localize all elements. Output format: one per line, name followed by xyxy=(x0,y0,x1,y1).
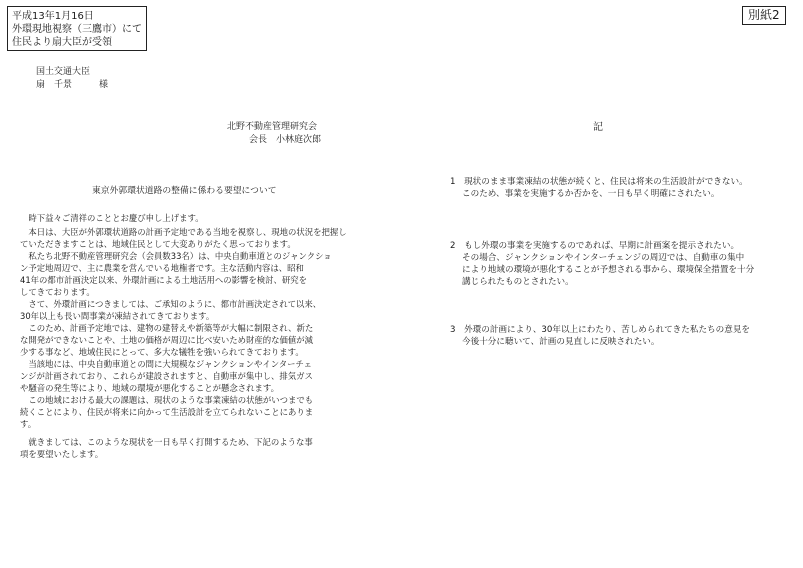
body-line: 本日は、大臣が外郭環状道路の計画予定地である当地を視察し、現地の状況を把握し xyxy=(20,227,347,237)
item-line: 講じられたものとされたい。 xyxy=(462,277,574,287)
item-line: により地域の環境が悪化することが予想される事から、環境保全措置を十分 xyxy=(462,265,755,275)
request-item-2 xyxy=(450,240,754,288)
body-line: 項を要望いたします。 xyxy=(20,449,104,459)
body-line: この地域における最大の課題は、現状のような事業凍結の状態がいつまでも xyxy=(20,395,314,405)
document-title: 東京外郭環状道路の整備に係わる要望について xyxy=(92,186,277,196)
receipt-note-receiver: 住民より扇大臣が受領 xyxy=(12,37,112,48)
body-line: 時下益々ご清祥のこととお慶び申し上げます。 xyxy=(20,213,204,223)
item-line: もし外環の事業を実施するのであれば、早期に計画案を提示されたい。 xyxy=(464,241,740,251)
body-line: な開発ができないことや、土地の価格が周辺に比べ安いため財産的な価値が減 xyxy=(20,335,313,345)
item-line: このため、事業を実施するか否かを、一日も早く明確にされたい。 xyxy=(462,189,720,199)
receipt-note-box xyxy=(7,6,147,51)
body-line: ていただきますことは、地域住民として大変ありがたく思っております。 xyxy=(20,239,296,249)
body-line: 就きましては、このような現状を一日も早く打開するため、下記のような事 xyxy=(20,437,313,447)
receipt-note-location: 外環現地視察（三鷹市）にて xyxy=(12,24,142,35)
body-line: このため、計画予定地では、建物の建替えや新築等が大幅に制限され、新た xyxy=(20,323,314,333)
body-line: してきております。 xyxy=(20,287,95,297)
recipient-title: 国土交通大臣 xyxy=(36,67,91,77)
ki-heading: 記 xyxy=(593,122,603,133)
body-line: す。 xyxy=(20,419,37,429)
item-line: 今後十分に聴いて、計画の見直しに反映されたい。 xyxy=(462,337,660,347)
recipient-name: 扇 千景 様 xyxy=(36,80,109,90)
body-line: 当該地には、中央自動車道との間に大規模なジャンクションやインターチェ xyxy=(20,359,313,369)
body-line: 41年の都市計画決定以来、外環計画による土地活用への影響を検討、研究を xyxy=(20,275,308,285)
item-number: 1 xyxy=(450,177,456,187)
item-number: 3 xyxy=(450,325,456,335)
item-line: 外環の計画により、30年以上にわたり、苦しめられてきた私たちの意見を xyxy=(464,325,751,335)
attachment-label: 別紙2 xyxy=(742,6,786,25)
item-line: 現状のまま事業凍結の状態が続くと、住民は将来の生活設計ができない。 xyxy=(464,177,748,187)
receipt-note-date: 平成13年1月16日 xyxy=(12,11,94,22)
letter-body xyxy=(20,212,347,460)
body-line: ン予定地周辺で、主に農業を営んでいる地権者です。主な活動内容は、昭和 xyxy=(20,263,304,273)
body-line: 私たち北野不動産管理研究会（会員数33名）は、中央自動車道とのジャンクショ xyxy=(20,251,332,261)
body-line: や騒音の発生等により、地域の環境が悪化することが懸念されます。 xyxy=(20,383,279,393)
body-line: ンジが計画されており、これらが建設されますと、自動車が集中し、排気ガス xyxy=(20,371,313,381)
sender-representative: 会長 小林庭次郎 xyxy=(249,135,322,145)
body-line: さて、外環計画につきましては、ご承知のように、都市計画決定されて以来、 xyxy=(20,299,322,309)
body-line: 続くことにより、住民が将来に向かって生活設計を立てられないことにありま xyxy=(20,407,314,417)
body-line: 少する事など、地域住民にとって、多大な犠牲を強いられてきております。 xyxy=(20,347,304,357)
request-item-1 xyxy=(450,176,748,200)
sender-organization: 北野不動産管理研究会 xyxy=(227,122,318,132)
item-line: その場合、ジャンクションやインターチェンジの周辺では、自動車の集中 xyxy=(462,253,745,263)
item-number: 2 xyxy=(450,241,456,251)
body-line: 30年以上も長い間事業が凍結されてきております。 xyxy=(20,311,215,321)
request-item-3 xyxy=(450,324,750,348)
